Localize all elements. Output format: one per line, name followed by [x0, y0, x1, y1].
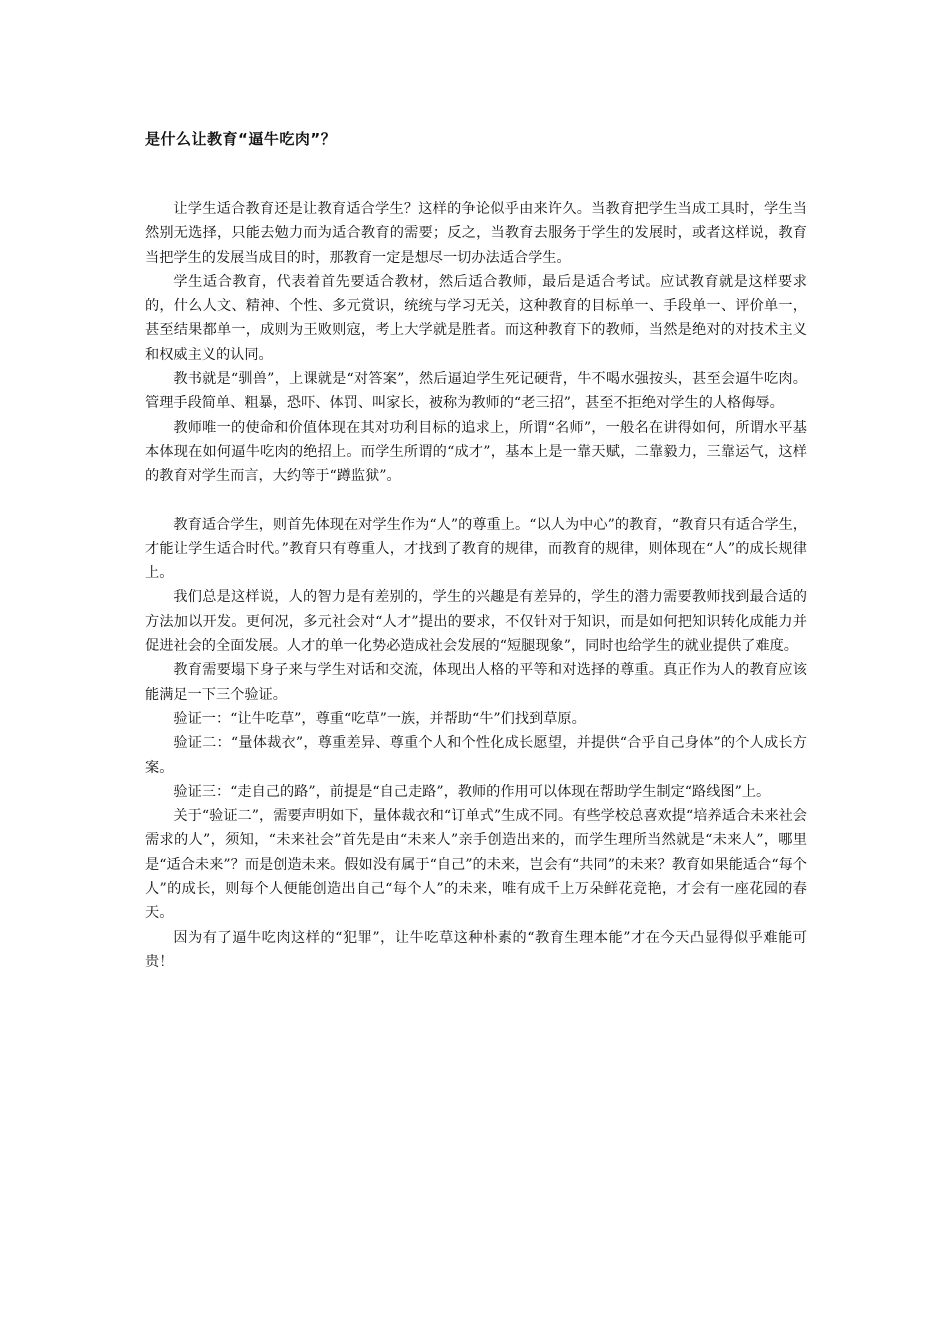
paragraph: 关于“验证二”，需要声明如下，量体裁衣和“订单式”生成不同。有些学校总喜欢提“培养适合未来社会需求的人”，须知，“未来社会”首先是由“未来人”亲手创造出来的，而学生理所当然就是“未来人”，哪里是“适合未来”？而是创造未来。假如没有属于“自己”的未来，岂会有“共同”的未来？教育如果能适合“每个人”的成长，则每个人便能创造出自己“每个人”的未来，唯有成千上万朵鲜花竞艳，才会有一座花园的春天。: [145, 808, 807, 922]
section-gap: [145, 489, 807, 513]
paragraph: 教育适合学生，则首先体现在对学生作为“人”的尊重上。“以人为中心”的教育，“教育只有适合学生，才能让学生适合时代。”教育只有尊重人，才找到了教育的规律，而教育的规律，则体现在“人”的成长规律上。: [145, 516, 807, 582]
paragraph: 因为有了逼牛吃肉这样的“犯罪”，让牛吃草这种朴素的“教育生理本能”才在今天凸显得似乎难能可贵！: [145, 929, 807, 970]
paragraph: 我们总是这样说，人的智力是有差别的，学生的兴趣是有差异的，学生的潜力需要教师找到最合适的方法加以开发。更何况，多元社会对“人才”提出的要求，不仅针对于知识，而是如何把知识转化成能力并促进社会的全面发展。人才的单一化势必造成社会发展的“短腿现象”，同时也给学生的就业提供了难度。: [145, 589, 807, 655]
paragraph: 让学生适合教育还是让教育适合学生？这样的争论似乎由来许久。当教育把学生当成工具时，学生当然别无选择，只能去勉力而为适合教育的需要；反之，当教育去服务于学生的发展时，或者这样说，教育当把学生的发展当成目的时，那教育一定是想尽一切办法适合学生。: [145, 201, 807, 266]
article-body: [145, 197, 807, 974]
paragraph: 验证三：“走自己的路”，前提是“自己走路”，教师的作用可以体现在帮助学生制定“路线图”上。: [173, 783, 771, 800]
paragraph: 验证二：“量体裁衣”，尊重差异、尊重个人和个性化成长愿望，并提供“合乎自己身体”的个人成长方案。: [145, 735, 807, 776]
paragraph: 学生适合教育，代表着首先要适合教材，然后适合教师，最后是适合考试。应试教育就是这样要求的，什么人文、精神、个性、多元赏识，统统与学习无关，这种教育的目标单一、手段单一、评价单一，甚至结果都单一，成则为王败则寇，考上大学就是胜者。而这种教育下的教师，当然是绝对的对技术主义和权威主义的认同。: [145, 273, 807, 363]
article-title: 是什么让教育“逼牛吃肉”？: [145, 130, 337, 148]
paragraph: 教师唯一的使命和价值体现在其对功利目标的追求上，所谓“名师”，一般名在讲得如何，所谓水平基本体现在如何逼牛吃肉的绝招上。而学生所谓的“成才”，基本上是一靠天赋，二靠毅力，三靠运气，这样的教育对学生而言，大约等于“蹲监狱”。: [145, 419, 807, 485]
paragraph: 教书就是“驯兽”，上课就是“对答案”，然后逼迫学生死记硬背，牛不喝水强按头，甚至会逼牛吃肉。管理手段简单、粗暴，恐吓、体罚、叫家长，被称为教师的“老三招”，甚至不拒绝对学生的人格侮辱。: [145, 371, 807, 412]
paragraph: 教育需要塌下身子来与学生对话和交流，体现出人格的平等和对选择的尊重。真正作为人的教育应该能满足一下三个验证。: [145, 662, 807, 703]
paragraph: 验证一：“让牛吃草”，尊重“吃草”一族，并帮助“牛”们找到草原。: [173, 710, 586, 727]
